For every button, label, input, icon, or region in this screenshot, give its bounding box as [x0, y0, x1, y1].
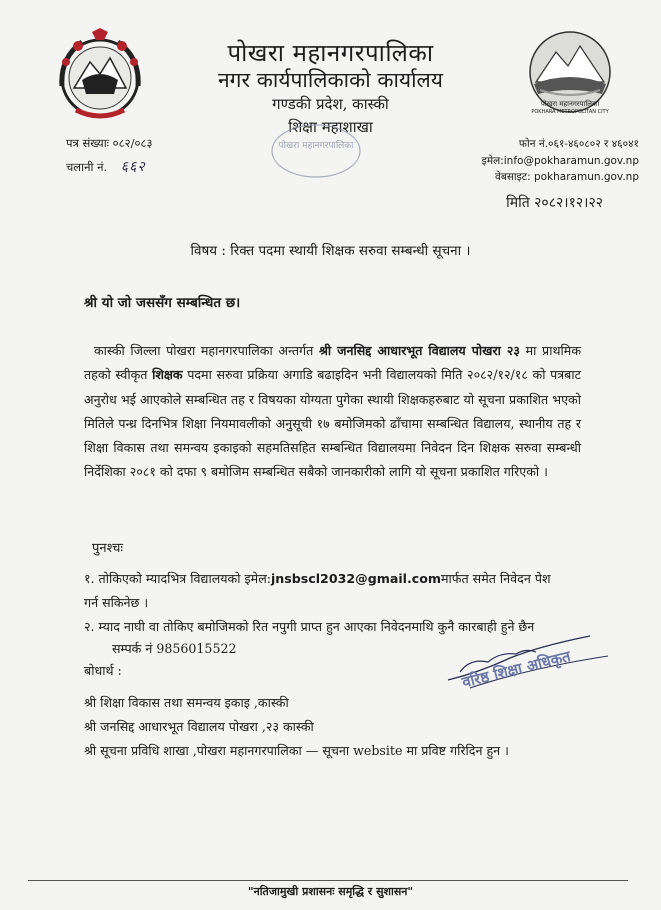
office-stamp-icon	[263, 118, 369, 184]
office-name: नगर कार्यपालिकाको कार्यालय	[218, 68, 443, 92]
dispatch-number	[66, 157, 146, 176]
salutation: श्री यो जो जससँग सम्बन्धित छ।	[84, 295, 241, 311]
footer-divider	[28, 880, 628, 881]
contact-website: वेबसाइट: pokharamun.gov.np	[494, 171, 639, 183]
province-line: गण्डकी प्रदेश, कास्की	[272, 95, 389, 113]
school-name: श्री जनसिद्द आधारभूत विद्यालय पोखरा २३	[318, 343, 520, 358]
logo-caption-english: POKHARA METROPOLITAN CITY	[531, 109, 609, 115]
section-name: शिक्षा महाशाखा	[288, 118, 373, 136]
dispatch-number-value: ६६२	[120, 159, 146, 175]
stamp-text: पोखरा महानगरपालिका	[278, 141, 354, 151]
body-paragraph	[84, 339, 581, 485]
postscript-title: पुनश्चः	[92, 541, 124, 556]
signatory-designation: वरिष्ठ शिक्षा अधिकृत	[460, 647, 573, 692]
cc-item-1: श्री शिक्षा विकास तथा समन्वय इकाइ ,कास्की	[84, 695, 289, 710]
cc-item-3: श्री सूचना प्रविधि शाखा ,पोखरा महानगरपालिका — सूचना website मा प्रविष्ट गरिदिन हुन ।	[84, 743, 509, 758]
contact-phone: फोन नं.०६१-४६०८०२ र ४६०४१	[518, 138, 639, 150]
cc-item-2: श्री जनसिद्द आधारभूत विद्यालय पोखरा ,२३ कास्की	[84, 719, 314, 734]
postscript-item-1-continued: गर्न सकिनेछ ।	[84, 595, 149, 610]
letter-number	[66, 136, 152, 151]
dispatch-number-label: चलानी नं.	[66, 160, 108, 174]
contact-email: इमेल:info@pokharamun.gov.np	[481, 155, 639, 167]
org-name: पोखरा महानगरपालिका	[227, 39, 434, 67]
letter-number-value: ०८२/०८३	[112, 136, 153, 150]
contact-number: सम्पर्क नं 9856015522	[112, 641, 237, 656]
postscript-item-1-suffix: मार्फत समेत निवेदन पेश	[441, 571, 551, 586]
footer-slogan: "नतिजामुखी प्रशासनः समृद्धि र सुशासन"	[247, 885, 414, 898]
letter-number-label: पत्र संख्याः	[66, 136, 110, 150]
letter-subject: विषय : रिक्त पदमा स्थायी शिक्षक सरुवा सम्बन्धी सूचना ।	[190, 243, 471, 259]
postscript-item-1-prefix: १. तोकिएको म्यादभित्र विद्यालयको इमेल:	[84, 571, 271, 586]
cc-title: बोधार्थ :	[84, 663, 122, 678]
logo-caption-devanagari: पोखरा महानगरपालिका	[540, 100, 600, 108]
school-email: jnsbscl2032@gmail.com	[270, 571, 441, 586]
body-text-part1: कास्की जिल्ला पोखरा महानगरपालिका अन्तर्गत	[94, 343, 319, 358]
post-name: शिक्षक	[152, 367, 183, 383]
postscript-item-2: २. म्याद नाघी वा तोकिए बमोजिमको रित नपुगी प्राप्त हुन आएका निवेदनमाथि कुनै कारबाही हुने छैन	[84, 619, 535, 634]
body-text-part3: पदमा सरुवा प्रक्रिया अगाडि बढाइदिन भनी विद्यालयको मिति २०८२/१२/१८ को पत्रबाट अनुरोध भई आएकोले सम्बन्धित तह र विषयका योग्यता पुगेका स्थायी शिक्षकहरुबाट यो सूचना प्रकाशित भएको मितिले पन्ध्र दिनभित्र शिक्षा नियमावलीको अनुसूची १७ बमोजिमको ढाँचामा सम्बन्धित विद्यालय, स्थानीय तह र शिक्षा विकास तथा समन्वय इकाइको सहमतिसहित सम्बन्धित विद्यालयमा निवेदन दिन शिक्षक सरुवा सम्बन्धी निर्देशिका २०८१ को दफा ९ बमोजिम सम्बन्धित सबैको जानकारीको लागि यो सूचना प्रकाशित गरिएको ।	[84, 367, 581, 480]
postscript-item-1	[84, 570, 551, 587]
body-text-part2: मा प्राथमिक तहको स्वीकृत	[84, 343, 581, 383]
letter-date: मिति २०८२।१२।२२	[506, 195, 603, 211]
